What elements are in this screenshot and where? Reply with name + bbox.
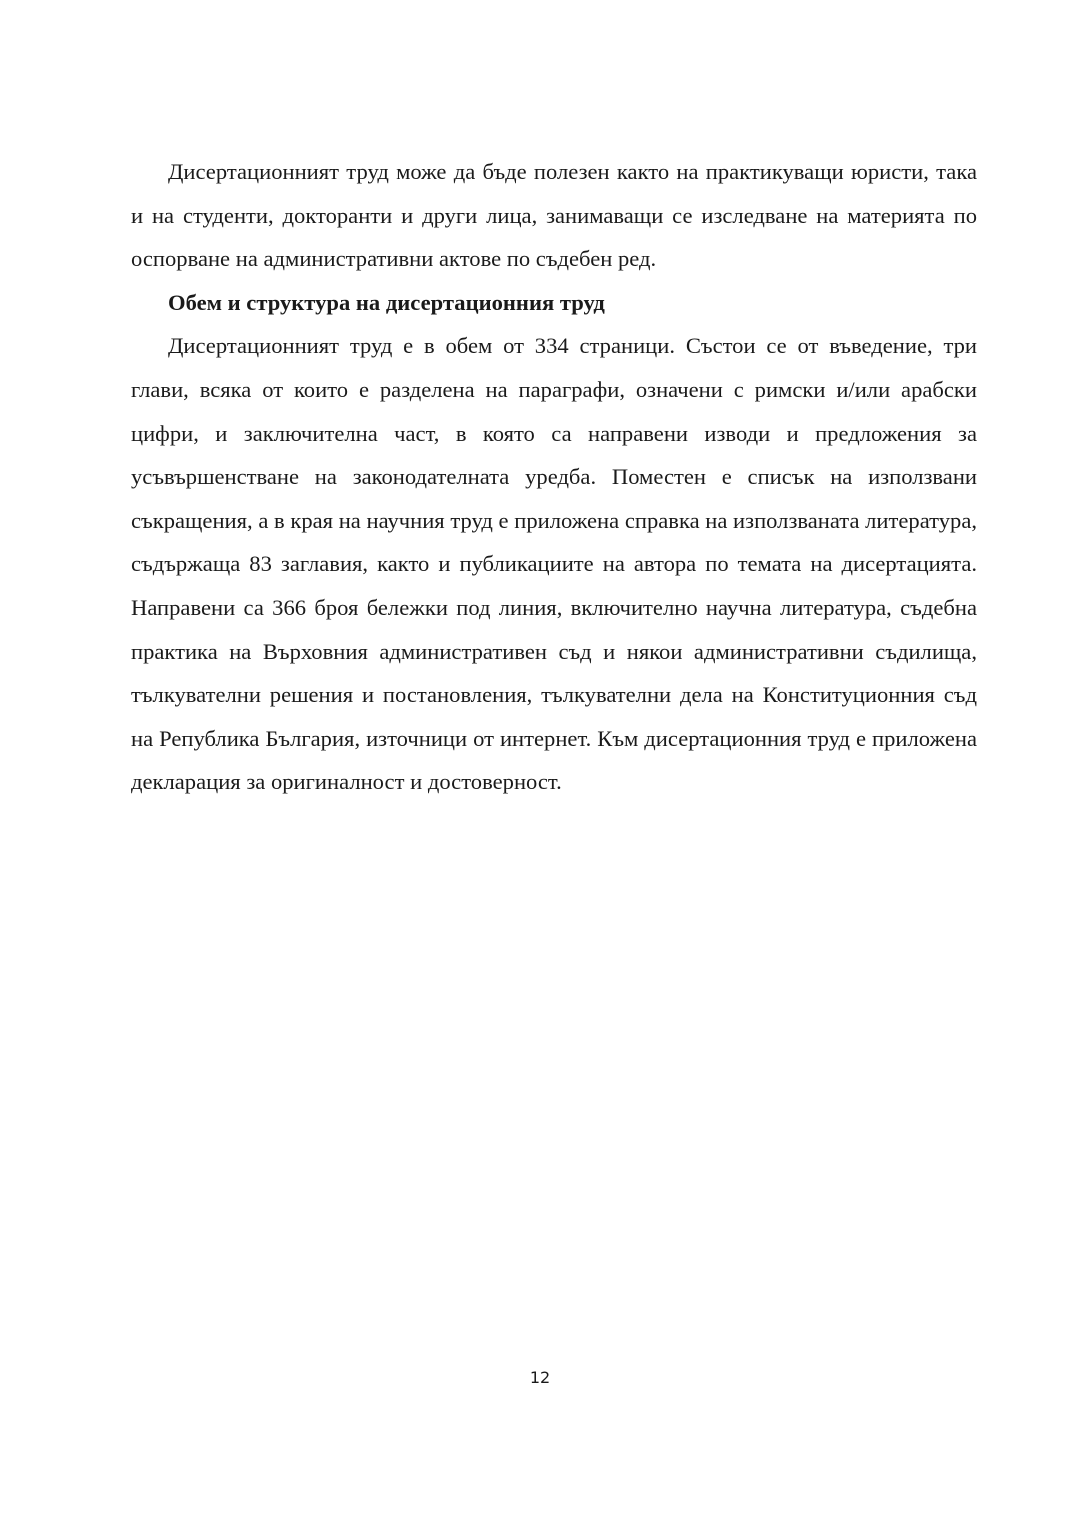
paragraph-usefulness: Дисертационният труд може да бъде полезен както на практикуващи юристи, така и на студенти, докторанти и други лица, занимаващи се изследване на материята по оспорване на административни актове по съдебен ред.	[131, 159, 977, 272]
section-heading: Обем и структура на дисертационния труд	[168, 289, 605, 315]
body-text	[131, 150, 977, 804]
page-number: 12	[529, 1368, 551, 1387]
paragraph-structure: Дисертационният труд е в обем от 334 страници. Състои се от въведение, три глави, всяка от които е разделена на параграфи, означени с римски и/или арабски цифри, и заключителна част, в която са направени изводи и предложения за усъвършенстване на законодателната уредба. Поместен е списък на използвани съкращения, а в края на научния труд е приложена справка на използваната литература, съдържаща 83 заглавия, както и публикациите на автора по темата на дисертацията. Направени са 366 броя бележки под линия, включително научна литература, съдебна практика на Върховния административен съд и някои административни съдилища, тълкувателни решения и постановления, тълкувателни дела на Конституционния съд на Република България, източници от интернет. Към дисертационния труд е приложена декларация за оригиналност и достоверност.	[131, 333, 977, 795]
